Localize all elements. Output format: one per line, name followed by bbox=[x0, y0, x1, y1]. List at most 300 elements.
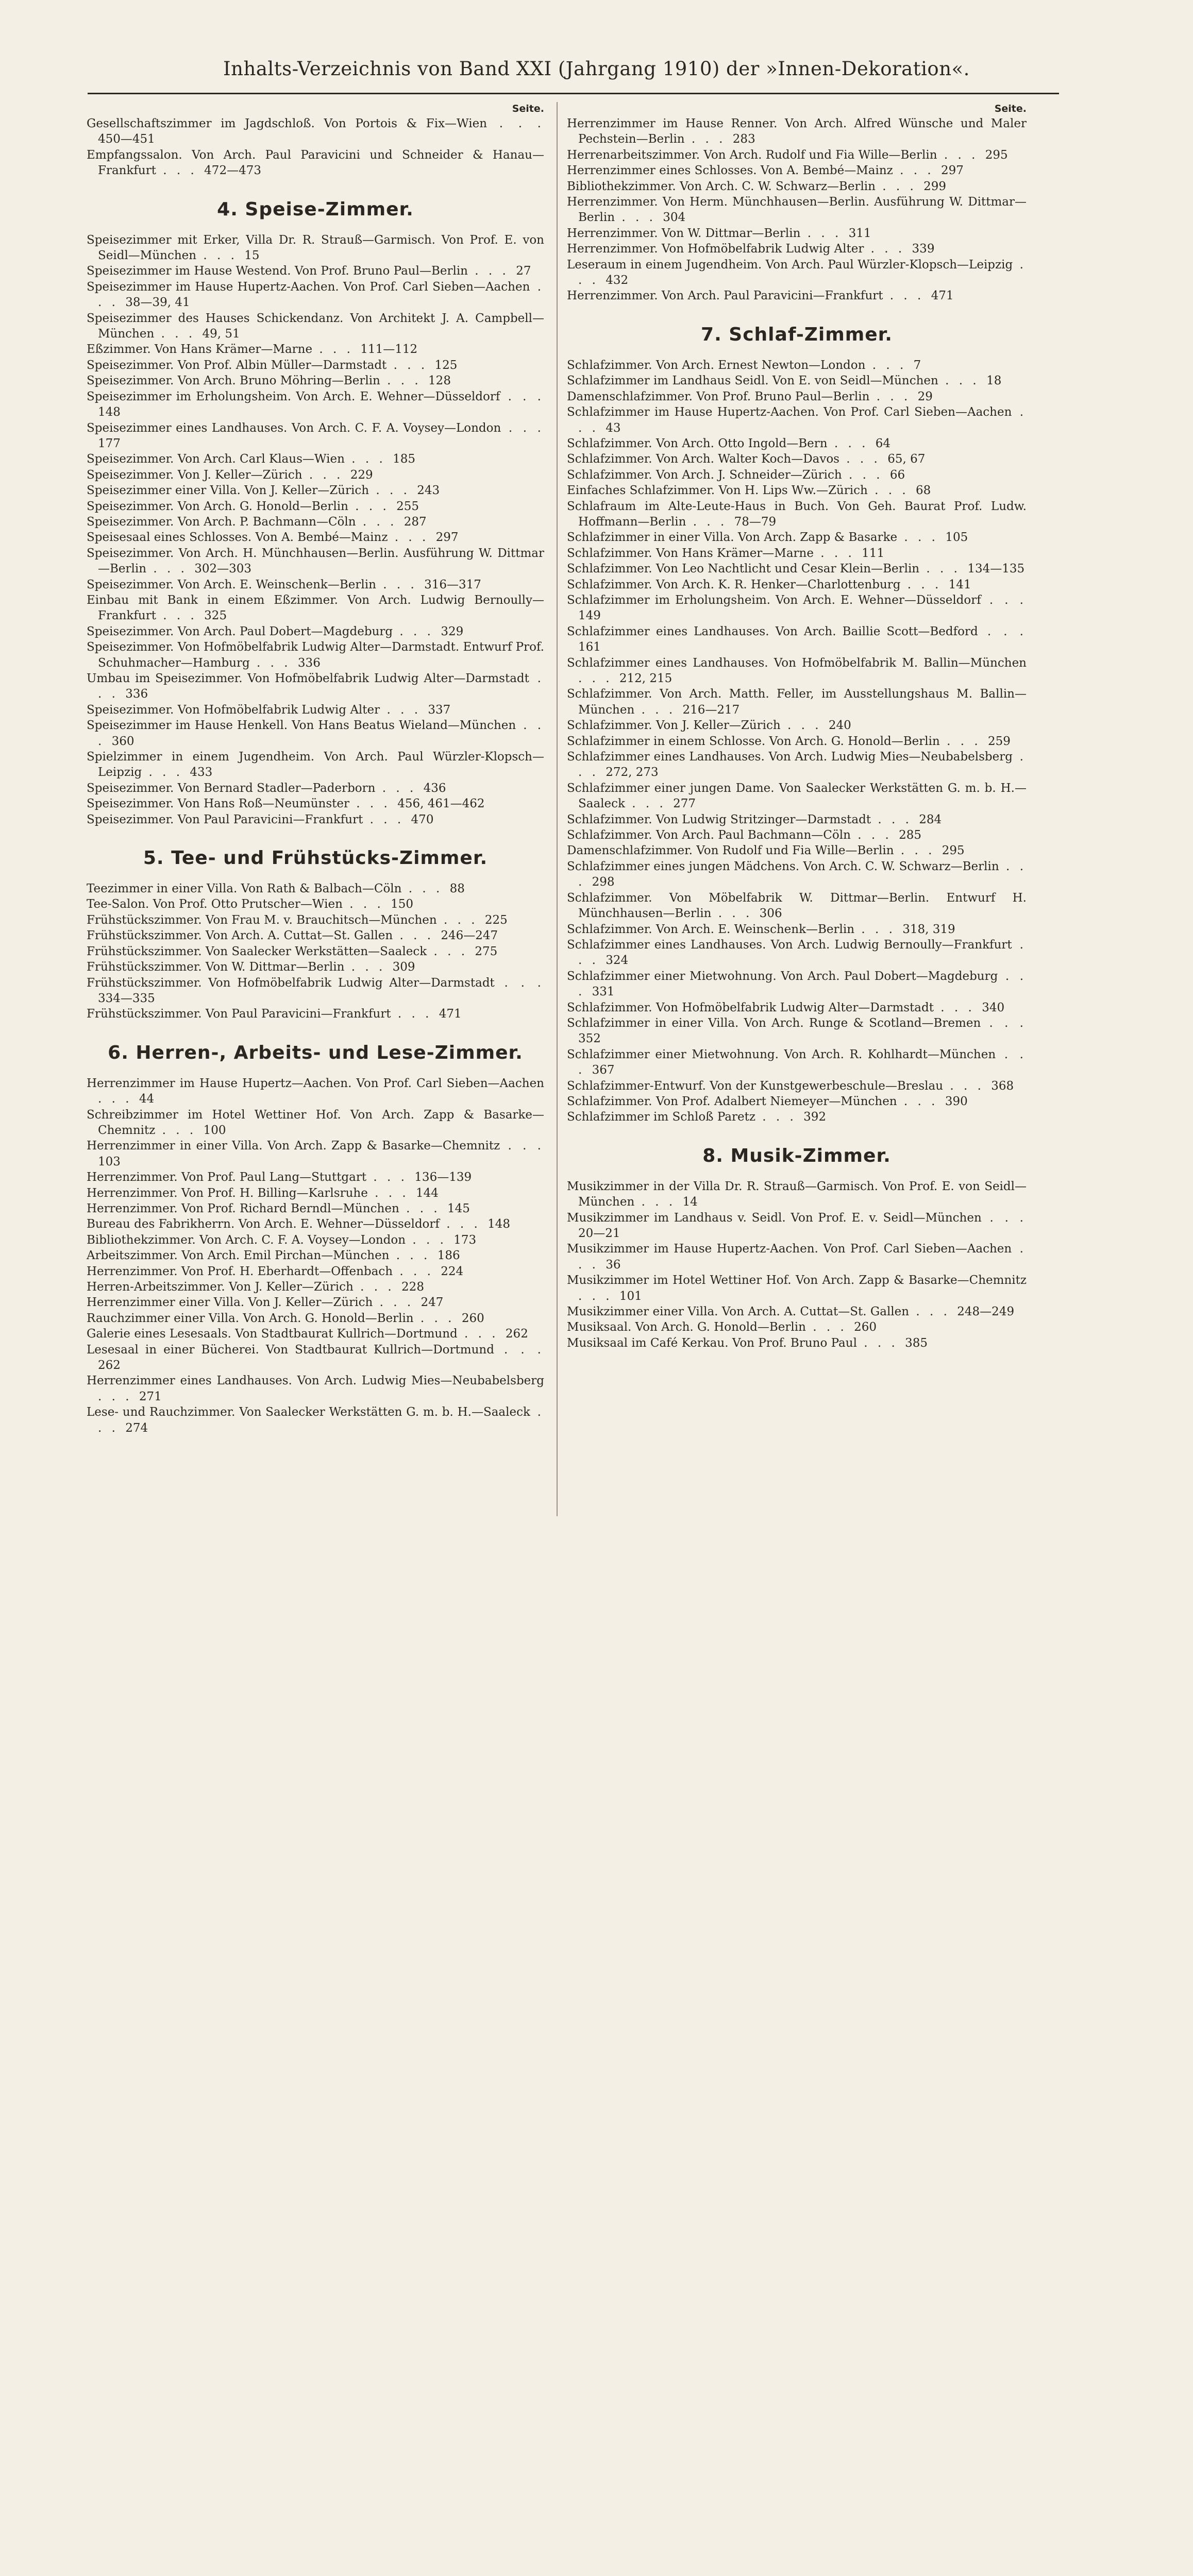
toc-entry bbox=[87, 499, 544, 514]
toc-entry bbox=[567, 1210, 1027, 1242]
entry-text: Speisezimmer. Von Arch. Paul Dobert—Magdeburg bbox=[87, 624, 393, 638]
entry-text: Schlafzimmer eines Landhauses. Von Arch. Ludwig Mies—Neubabelsberg bbox=[567, 750, 1013, 764]
leader-dots: . . . bbox=[900, 578, 949, 591]
page-number: 15 bbox=[244, 249, 260, 263]
entry-text: Schlafzimmer einer Mietwohnung. Von Arch. R. Kohlhardt—München bbox=[567, 1047, 996, 1061]
entry-text: Frühstückszimmer. Von Arch. A. Cuttat—St. Gallen bbox=[87, 929, 393, 943]
entry-text: Schlafzimmer in einer Villa. Von Arch. Runge & Scotland—Bremen bbox=[567, 1016, 981, 1030]
page-number: 36 bbox=[606, 1258, 621, 1272]
entry-text: Schlafzimmer im Hause Hupertz-Aachen. Von Prof. Carl Sieben—Aachen bbox=[567, 405, 1012, 419]
leader-dots: . . . bbox=[897, 1094, 945, 1108]
leader-dots: . . . bbox=[249, 656, 298, 670]
section-block bbox=[567, 324, 1027, 1125]
toc-entry bbox=[87, 232, 544, 264]
leader-dots: . . . bbox=[805, 1320, 854, 1334]
entry-text: Schlafzimmer eines Landhauses. Von Hofmöbelfabrik M. Ballin—München bbox=[567, 656, 1027, 670]
toc-entry bbox=[87, 1216, 544, 1232]
entry-text: Schlafzimmer. Von Arch. Otto Ingold—Bern bbox=[567, 436, 828, 450]
page-number: 38—39, 41 bbox=[125, 296, 190, 310]
toc-entry bbox=[87, 812, 544, 827]
footer bbox=[0, 1574, 1193, 1705]
leader-dots: . . . bbox=[363, 812, 411, 826]
section-heading: 4. Speise-Zimmer. bbox=[217, 198, 414, 220]
leader-dots: . . . bbox=[943, 1079, 992, 1093]
leader-dots: . . . bbox=[864, 242, 912, 256]
entry-text: Frühstückszimmer. Von Hofmöbelfabrik Ludwig Alter—Darmstadt bbox=[87, 976, 495, 990]
entry-text: Herrenarbeitszimmer. Von Arch. Rudolf und Fia Wille—Berlin bbox=[567, 148, 937, 162]
leader-dots: . . . bbox=[389, 1249, 438, 1263]
page-number: 148 bbox=[488, 1217, 510, 1231]
toc-entry bbox=[567, 147, 1027, 163]
entry-text: Speisezimmer. Von Hofmöbelfabrik Ludwig Alter bbox=[87, 703, 380, 717]
section-heading: 6. Herren-, Arbeits- und Lese-Zimmer. bbox=[108, 1042, 523, 1063]
leader-dots: . . . bbox=[869, 389, 918, 403]
leader-dots: . . . bbox=[399, 1201, 447, 1215]
page-number: 325 bbox=[204, 609, 227, 623]
page-number: 272, 273 bbox=[606, 766, 659, 779]
page-number: 7 bbox=[913, 358, 921, 372]
page-number: 390 bbox=[945, 1094, 968, 1108]
seite-label: Seite. bbox=[512, 103, 544, 114]
page-number: 14 bbox=[682, 1195, 698, 1209]
page-number: 177 bbox=[98, 436, 121, 450]
leader-dots: . . . bbox=[856, 1336, 905, 1350]
leader-dots: . . . bbox=[578, 405, 1027, 435]
leader-dots: . . . bbox=[893, 164, 941, 178]
leader-dots: . . . bbox=[98, 1389, 139, 1403]
page-number: 284 bbox=[919, 812, 942, 826]
toc-entry bbox=[567, 358, 1027, 373]
page-number: 229 bbox=[350, 468, 373, 482]
leader-dots: . . . bbox=[981, 1016, 1027, 1030]
entry-text: Schlafzimmer im Schloß Paretz bbox=[567, 1110, 755, 1124]
leader-dots: . . . bbox=[578, 258, 1027, 287]
entry-text: Herrenzimmer. Von Prof. Richard Berndl—München bbox=[87, 1201, 399, 1215]
page-number: 304 bbox=[663, 211, 686, 225]
toc-entry bbox=[567, 1319, 1027, 1335]
leader-dots: . . . bbox=[387, 358, 435, 372]
page-number: 240 bbox=[828, 719, 851, 733]
toc-entry bbox=[87, 881, 544, 896]
leader-dots: . . . bbox=[154, 327, 203, 341]
leader-dots: . . . bbox=[494, 976, 544, 990]
entry-text: Musikzimmer im Hotel Wettiner Hof. Von Arch. Zapp & Basarke—Chemnitz bbox=[567, 1274, 1027, 1287]
leader-dots: . . . bbox=[494, 1343, 544, 1357]
leader-dots: . . . bbox=[487, 117, 544, 130]
page-number: 298 bbox=[592, 875, 615, 889]
leader-dots: . . . bbox=[391, 1007, 439, 1021]
leader-dots: . . . bbox=[501, 421, 544, 435]
page-number: 287 bbox=[404, 515, 427, 529]
entry-text: Rauchzimmer einer Villa. Von Arch. G. Honold—Berlin bbox=[87, 1311, 414, 1325]
toc-entry bbox=[567, 499, 1027, 530]
toc-entry bbox=[567, 483, 1027, 498]
page-number: 340 bbox=[982, 1001, 1005, 1014]
toc-entry bbox=[87, 373, 544, 388]
toc-entry bbox=[87, 451, 544, 467]
entry-text: Schlafzimmer. Von Arch. J. Schneider—Zürich bbox=[567, 468, 842, 482]
page-number: 306 bbox=[759, 907, 782, 921]
page-number: 433 bbox=[190, 766, 213, 779]
entry-text: Musiksaal im Café Kerkau. Von Prof. Bruno Paul bbox=[567, 1336, 857, 1350]
toc-entry bbox=[567, 163, 1027, 178]
toc-entry bbox=[567, 561, 1027, 577]
leader-dots: . . . bbox=[578, 672, 619, 685]
page-number: 262 bbox=[505, 1327, 528, 1341]
leader-dots: . . . bbox=[388, 531, 436, 545]
entry-text: Gesellschaftszimmer im Jagdschloß. Von Portois & Fix—Wien bbox=[87, 117, 488, 130]
toc-entry bbox=[87, 1279, 544, 1295]
leader-dots: . . . bbox=[755, 1110, 804, 1124]
entry-text: Schlafzimmer einer jungen Dame. Von Saalecker Werkstätten G. m. b. H.—Saaleck bbox=[567, 781, 1027, 811]
entry-text: Schlafzimmer eines Landhauses. Von Arch. Ludwig Bernoully—Frankfurt bbox=[567, 938, 1012, 952]
leader-dots: . . . bbox=[711, 907, 760, 921]
leader-dots: . . . bbox=[686, 515, 734, 529]
page-number: 173 bbox=[453, 1233, 477, 1247]
entry-text: Herrenzimmer. Von Hofmöbelfabrik Ludwig Alter bbox=[567, 242, 864, 256]
leader-dots: . . . bbox=[344, 452, 393, 466]
page-number: 65, 67 bbox=[887, 452, 926, 466]
entry-text: Schlafzimmer. Von Hans Krämer—Marne bbox=[567, 546, 814, 560]
toc-entry bbox=[567, 179, 1027, 194]
entry-text: Herrenzimmer. Von Herm. Münchhausen—Berlin. Ausführung W. Dittmar—Berlin bbox=[567, 195, 1027, 225]
page-number: 295 bbox=[985, 148, 1008, 162]
toc-entry bbox=[567, 781, 1027, 812]
entry-list bbox=[567, 1179, 1027, 1351]
entry-text: Schreibzimmer im Hotel Wettiner Hof. Von Arch. Zapp & Basarke—Chemnitz bbox=[87, 1108, 544, 1137]
toc-entry bbox=[567, 749, 1027, 781]
entry-text: Bureau des Fabrikherrn. Von Arch. E. Wehner—Düsseldorf bbox=[87, 1217, 440, 1231]
leader-dots: . . . bbox=[981, 593, 1027, 607]
toc-entry bbox=[567, 1000, 1027, 1015]
leader-dots: . . . bbox=[302, 468, 350, 482]
page-number: 66 bbox=[889, 468, 905, 482]
toc-entry bbox=[567, 373, 1027, 388]
section-block bbox=[87, 1042, 544, 1436]
entry-text: Schlafzimmer. Von J. Keller—Zürich bbox=[567, 719, 781, 733]
leader-dots: . . . bbox=[625, 797, 674, 811]
toc-entry bbox=[87, 1295, 544, 1310]
page-number: 136—139 bbox=[414, 1171, 472, 1184]
page-number: 336 bbox=[125, 687, 148, 701]
toc-entry bbox=[87, 624, 544, 639]
page-number: 311 bbox=[848, 226, 871, 240]
left-column bbox=[87, 101, 544, 1436]
seite-label: Seite. bbox=[994, 103, 1027, 114]
page-number: 128 bbox=[428, 374, 451, 388]
page-number: 101 bbox=[619, 1289, 642, 1303]
page-number: 297 bbox=[941, 164, 964, 178]
entry-text: Herrenzimmer einer Villa. Von J. Keller—Zürich bbox=[87, 1296, 373, 1310]
entry-text: Frühstückszimmer. Von Paul Paravicini—Frankfurt bbox=[87, 1007, 391, 1021]
toc-entry bbox=[567, 577, 1027, 592]
entry-text: Schlafzimmer im Erholungsheim. Von Arch. E. Wehner—Düsseldorf bbox=[567, 593, 981, 607]
toc-entry bbox=[87, 389, 544, 420]
entry-text: Schlafzimmer. Von Hofmöbelfabrik Ludwig Alter—Darmstadt bbox=[567, 1001, 934, 1014]
page-number: 277 bbox=[673, 797, 696, 811]
page-number: 360 bbox=[111, 734, 135, 748]
leader-dots: . . . bbox=[634, 1195, 683, 1209]
entry-text: Speisesaal eines Schlosses. Von A. Bembé—Mainz bbox=[87, 531, 388, 545]
entry-text: Speisezimmer im Hause Henkell. Von Hans Beatus Wieland—München bbox=[87, 719, 516, 733]
toc-entry bbox=[567, 1241, 1027, 1273]
entry-list bbox=[87, 1076, 544, 1436]
page-number: 392 bbox=[803, 1110, 827, 1124]
page-number: 148 bbox=[98, 405, 121, 419]
entry-text: Frühstückszimmer. Von W. Dittmar—Berlin bbox=[87, 960, 345, 974]
page-number: 450—451 bbox=[98, 132, 155, 146]
entry-text: Eßzimmer. Von Hans Krämer—Marne bbox=[87, 343, 313, 357]
toc-entry bbox=[87, 467, 544, 483]
leader-dots: . . . bbox=[578, 859, 1027, 889]
section-block bbox=[87, 847, 544, 1022]
entry-text: Spielzimmer in einem Jugendheim. Von Arch. Paul Würzler-Klopsch—Leipzig bbox=[87, 750, 544, 779]
page-number: 432 bbox=[606, 274, 629, 287]
toc-entry bbox=[87, 592, 544, 624]
toc-entry bbox=[567, 922, 1027, 937]
page-number: 224 bbox=[441, 1264, 464, 1278]
entry-text: Herrenzimmer. Von Arch. Paul Paravicini—Frankfurt bbox=[567, 289, 883, 303]
leader-dots: . . . bbox=[909, 1305, 957, 1319]
entry-text: Speisezimmer einer Villa. Von J. Keller—Zürich bbox=[87, 484, 369, 498]
toc-entry bbox=[567, 859, 1027, 890]
toc-entry bbox=[87, 1373, 544, 1404]
leader-dots: . . . bbox=[373, 1296, 421, 1310]
toc-entry bbox=[567, 1047, 1027, 1078]
leader-dots: . . . bbox=[349, 797, 398, 811]
page-number: 111 bbox=[862, 546, 885, 560]
page-number: 20—21 bbox=[578, 1227, 620, 1240]
toc-entry bbox=[87, 1185, 544, 1201]
entry-text: Herrenzimmer. Von W. Dittmar—Berlin bbox=[567, 226, 801, 240]
entry-text: Herrenzimmer im Hause Renner. Von Arch. Alfred Wünsche und Maler Pechstein—Berlin bbox=[567, 117, 1027, 146]
leader-dots: . . . bbox=[919, 562, 968, 576]
toc-entry bbox=[87, 1404, 544, 1436]
leader-dots: . . . bbox=[353, 1280, 402, 1294]
toc-entry bbox=[87, 749, 544, 781]
page-number: 103 bbox=[98, 1155, 121, 1168]
leader-dots: . . . bbox=[684, 132, 733, 146]
leader-dots: . . . bbox=[342, 897, 391, 911]
entry-text: Speisezimmer im Erholungsheim. Von Arch. E. Wehner—Düsseldorf bbox=[87, 389, 500, 403]
entry-text: Musikzimmer einer Villa. Von Arch. A. Cuttat—St. Gallen bbox=[567, 1305, 910, 1319]
toc-entry bbox=[567, 734, 1027, 749]
toc-entry bbox=[567, 812, 1027, 827]
page-number: 161 bbox=[578, 640, 601, 654]
page-number: 295 bbox=[942, 844, 965, 858]
toc-entry bbox=[87, 959, 544, 975]
entry-text: Speisezimmer. Von Arch. H. Münchhausen—Berlin. Ausführung W. Dittmar—Berlin bbox=[87, 546, 544, 576]
entry-text: Schlafzimmer einer Mietwohnung. Von Arch. Paul Dobert—Magdeburg bbox=[567, 969, 998, 983]
leader-dots: . . . bbox=[854, 922, 903, 936]
leader-dots: . . . bbox=[375, 781, 424, 795]
entry-text: Speisezimmer des Hauses Schickendanz. Von Architekt J. A. Campbell—München bbox=[87, 311, 544, 341]
entry-text: Schlafzimmer. Von Arch. K. R. Henker—Charlottenburg bbox=[567, 578, 901, 591]
page-number: 100 bbox=[203, 1123, 226, 1137]
entry-text: Teezimmer in einer Villa. Von Rath & Balbach—Cöln bbox=[87, 882, 402, 896]
entry-text: Tee-Salon. Von Prof. Otto Prutscher—Wien bbox=[87, 897, 343, 911]
toc-entry bbox=[567, 1273, 1027, 1304]
toc-entry bbox=[87, 358, 544, 373]
leader-dots: . . . bbox=[98, 280, 545, 310]
entry-text: Schlafzimmer. Von Arch. Paul Bachmann—Cöln bbox=[567, 828, 851, 842]
leader-dots: . . . bbox=[436, 913, 485, 927]
entry-text: Herrenzimmer im Hause Hupertz—Aachen. Von Prof. Carl Sieben—Aachen bbox=[87, 1076, 544, 1090]
entry-text: Schlafzimmer. Von Arch. E. Weinschenk—Berlin bbox=[567, 922, 855, 936]
leader-dots: . . . bbox=[380, 703, 428, 717]
leader-dots: . . . bbox=[578, 1242, 1027, 1272]
toc-entry bbox=[87, 975, 544, 1007]
toc-entry bbox=[87, 928, 544, 943]
page-number: 88 bbox=[449, 882, 465, 896]
section-heading: 8. Musik-Zimmer. bbox=[702, 1145, 891, 1166]
page-number: 247 bbox=[421, 1296, 444, 1310]
toc-entry bbox=[87, 1138, 544, 1170]
toc-entry bbox=[87, 1076, 544, 1107]
entry-text: Schlafraum im Alte-Leute-Haus in Buch. Von Geh. Baurat Prof. Ludw. Hoffmann—Berlin bbox=[567, 499, 1027, 529]
page-number: 18 bbox=[986, 374, 1002, 388]
toc-entry bbox=[87, 671, 544, 702]
leader-dots: . . . bbox=[406, 1233, 454, 1247]
page-number: 368 bbox=[991, 1079, 1014, 1093]
entry-text: Frühstückszimmer. Von Saalecker Werkstätten—Saaleck bbox=[87, 944, 427, 958]
toc-entry bbox=[567, 226, 1027, 241]
section-heading: 5. Tee- und Frühstücks-Zimmer. bbox=[143, 848, 488, 869]
toc-entry bbox=[87, 718, 544, 749]
entry-list bbox=[567, 358, 1027, 1125]
leader-dots: . . . bbox=[369, 484, 417, 498]
toc-entry bbox=[567, 116, 1027, 147]
toc-entry bbox=[87, 796, 544, 811]
toc-entry bbox=[567, 937, 1027, 969]
leader-dots: . . . bbox=[934, 1001, 982, 1014]
page-number: 145 bbox=[447, 1201, 470, 1215]
entry-text: Speisezimmer. Von Prof. Albin Müller—Darmstadt bbox=[87, 358, 387, 372]
toc-entry bbox=[87, 1342, 544, 1374]
page-number: 185 bbox=[393, 452, 415, 466]
page-number: 324 bbox=[606, 954, 629, 968]
leader-dots: . . . bbox=[615, 211, 663, 225]
page-number: 260 bbox=[461, 1311, 484, 1325]
toc-entry bbox=[87, 1170, 544, 1185]
page-number: 302—303 bbox=[194, 562, 252, 576]
leader-dots: . . . bbox=[938, 374, 987, 388]
entry-text: Damenschlafzimmer. Von Prof. Bruno Paul—Berlin bbox=[567, 389, 870, 403]
toc-entry bbox=[87, 116, 544, 147]
page-number: 186 bbox=[437, 1249, 460, 1263]
toc-entry bbox=[87, 342, 544, 357]
toc-entry bbox=[87, 1311, 544, 1326]
entry-text: Speisezimmer. Von Arch. Bruno Möhring—Berlin bbox=[87, 374, 380, 388]
toc-entry bbox=[567, 436, 1027, 451]
page-number: 212, 215 bbox=[619, 672, 673, 685]
toc-entry bbox=[567, 1109, 1027, 1125]
page-number: 29 bbox=[917, 389, 933, 403]
leader-dots: . . . bbox=[883, 289, 931, 303]
toc-entry bbox=[567, 624, 1027, 655]
page-number: 149 bbox=[578, 609, 601, 623]
toc-entry bbox=[87, 912, 544, 928]
entry-text: Schlafzimmer-Entwurf. Von der Kunstgewerbeschule—Breslau bbox=[567, 1079, 944, 1093]
entry-text: Speisezimmer im Hause Westend. Von Prof. Bruno Paul—Berlin bbox=[87, 264, 468, 278]
page-number: 472—473 bbox=[204, 164, 261, 178]
entry-list bbox=[87, 232, 544, 827]
leader-dots: . . . bbox=[401, 882, 450, 896]
toc-entry bbox=[567, 1179, 1027, 1210]
leader-dots: . . . bbox=[839, 452, 888, 466]
page-number: 144 bbox=[416, 1186, 439, 1200]
leader-dots: . . . bbox=[98, 1092, 139, 1106]
leader-dots: . . . bbox=[393, 1264, 441, 1278]
leader-dots: . . . bbox=[800, 226, 849, 240]
page-number: 68 bbox=[915, 484, 931, 498]
toc-entry bbox=[87, 702, 544, 718]
entry-text: Musikzimmer im Landhaus v. Seidl. Von Prof. E. v. Seidl—München bbox=[567, 1211, 982, 1225]
leader-dots: . . . bbox=[813, 546, 862, 560]
toc-entry bbox=[87, 514, 544, 530]
toc-entry bbox=[87, 577, 544, 592]
page-number: 271 bbox=[139, 1389, 162, 1403]
page-number: 64 bbox=[875, 436, 891, 450]
toc-entry bbox=[567, 288, 1027, 303]
toc-entry bbox=[87, 1264, 544, 1279]
section-block bbox=[87, 198, 544, 827]
page-number: 43 bbox=[606, 421, 621, 435]
toc-entry bbox=[87, 530, 544, 545]
entry-text: Schlafzimmer in einer Villa. Von Arch. Zapp & Basarke bbox=[567, 531, 898, 545]
leader-dots: . . . bbox=[376, 578, 425, 591]
page-number: 352 bbox=[578, 1032, 601, 1046]
page-number: 339 bbox=[912, 242, 935, 256]
entry-text: Schlafzimmer. Von Arch. Walter Koch—Davos bbox=[567, 452, 839, 466]
entry-text: Lesesaal in einer Bücherei. Von Stadtbaurat Kullrich—Dortmund bbox=[87, 1343, 494, 1357]
page-number: 283 bbox=[732, 132, 755, 146]
entry-text: Herrenzimmer in einer Villa. Von Arch. Zapp & Basarke—Chemnitz bbox=[87, 1139, 500, 1153]
leader-dots: . . . bbox=[578, 750, 1027, 779]
entry-list bbox=[87, 881, 544, 1022]
page-number: 246—247 bbox=[441, 929, 498, 943]
toc-entry bbox=[87, 311, 544, 342]
leader-dots: . . . bbox=[578, 938, 1027, 968]
toc-entry bbox=[87, 1006, 544, 1022]
entry-text: Frühstückszimmer. Von Frau M. v. Brauchitsch—München bbox=[87, 913, 437, 927]
entry-text: Speisezimmer. Von Hans Roß—Neumünster bbox=[87, 797, 349, 811]
entry-text: Speisezimmer. Von Paul Paravicini—Frankfurt bbox=[87, 812, 363, 826]
entry-text: Schlafzimmer eines Landhauses. Von Arch. Baillie Scott—Bedford bbox=[567, 624, 978, 638]
toc-entry bbox=[567, 890, 1027, 922]
entry-text: Herrenzimmer eines Landhauses. Von Arch. Ludwig Mies—Neubabelsberg bbox=[87, 1374, 544, 1388]
section-block bbox=[567, 1145, 1027, 1351]
toc-entry bbox=[567, 843, 1027, 858]
page-number: 337 bbox=[428, 703, 451, 717]
page-number: 248—249 bbox=[957, 1305, 1015, 1319]
intro-list bbox=[87, 116, 544, 179]
leader-dots: . . . bbox=[312, 343, 361, 357]
page-number: 125 bbox=[434, 358, 458, 372]
toc-entry bbox=[567, 655, 1027, 687]
entry-text: Schlafzimmer in einem Schlosse. Von Arch. G. Honold—Berlin bbox=[567, 734, 940, 748]
entry-text: Speisezimmer. Von Arch. G. Honold—Berlin bbox=[87, 499, 348, 513]
leader-dots: . . . bbox=[578, 1289, 619, 1303]
leader-dots: . . . bbox=[937, 148, 985, 162]
page-number: 216—217 bbox=[682, 703, 740, 717]
entry-text: Schlafzimmer. Von Prof. Adalbert Niemeyer—München bbox=[567, 1094, 897, 1108]
entry-text: Herrenzimmer. Von Prof. Paul Lang—Stuttgart bbox=[87, 1171, 367, 1184]
toc-entry bbox=[87, 147, 544, 179]
leader-dots: . . . bbox=[142, 766, 190, 779]
toc-entry bbox=[567, 1304, 1027, 1319]
toc-entry bbox=[567, 389, 1027, 404]
